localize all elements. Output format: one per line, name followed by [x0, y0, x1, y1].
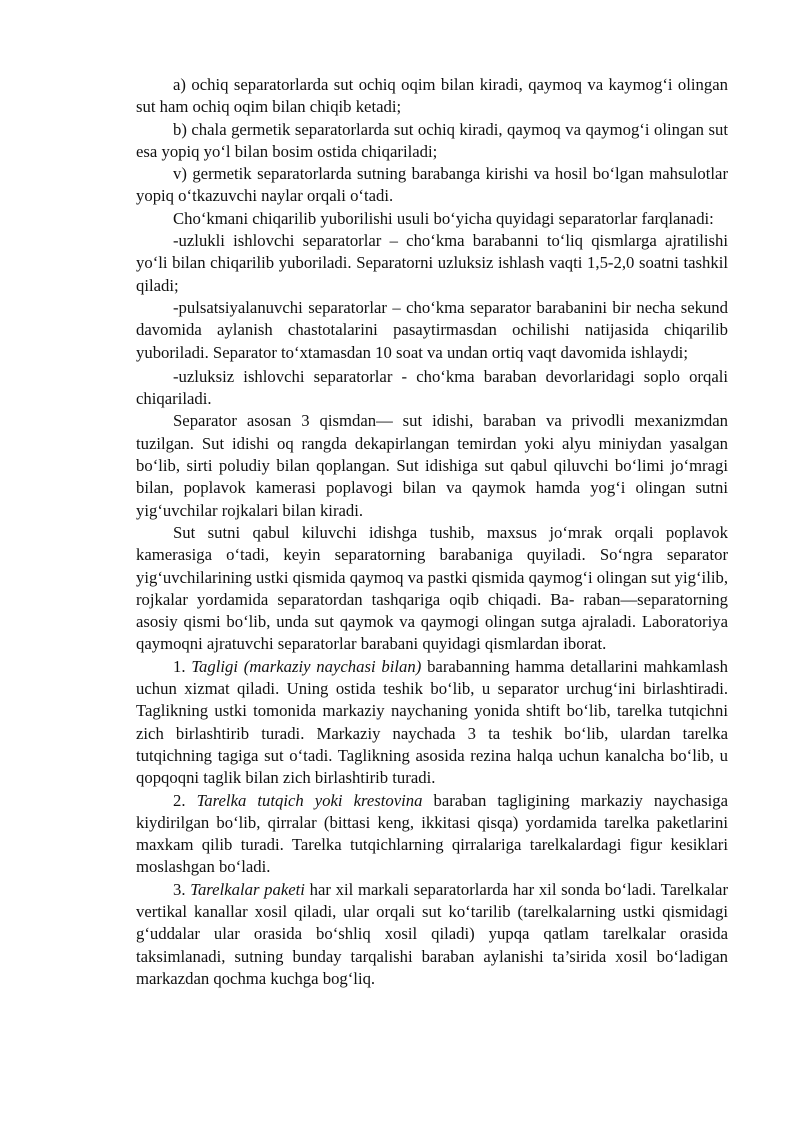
paragraph-milk-flow: Sut sutni qabul kiluvchi idishga tushib, maxsus jo‘mrak orqali poplavok kamerasiga o‘tadi, keyin separatorning barabaniga quyiladi. So‘ngra separator yig‘uvchilarining ustki qismida qaymoq va pastki qismida qaymog‘i olingan sut yig‘ilib, rojkalar yordamida separatordan tashqariga oqib chiqadi. Ba- raban—separatorning asosiy qismi bo‘lib, unda sut qaymok va qaymogi olingan sutga ajraladi. Laboratoriya qaymoqni ajratuvchi separatorlar barabani quyidagi qismlardan iborat.: [136, 522, 728, 654]
item-text: baraban tagligining markaziy naychasiga kiydirilgan bo‘lib, qirralar (bittasi keng, ikkitasi qisqa) yordamida tarelka paketlarini maxkam qilib turadi. Tarelka tutqichlarning qirralariga tarelkalardagi figur kesiklari moslashgan bo‘ladi.: [136, 790, 728, 877]
paragraph-open-separators: a) ochiq separatorlarda sut ochiq oqim bilan kiradi, qaymoq va kaymog‘i olingan sut ham ochiq oqim bilan chiqib ketadi;: [136, 75, 728, 117]
paragraph-continuous-separators: -uzluksiz ishlovchi separatorlar - cho‘kma baraban devorlaridagi soplo orqali chiqariladi.: [136, 366, 728, 409]
document-page: [136, 74, 728, 990]
item-number: 1.: [173, 656, 186, 676]
paragraph-batch-separators: -uzlukli ishlovchi separatorlar – cho‘kma barabanni to‘liq qismlarga ajratilishi yo‘li bilan chiqarilib yuboriladi. Separatorni uzluksiz ishlash vaqti 1,5-2,0 soatni tashkil qiladi;: [136, 231, 728, 295]
paragraph-pulsating-separators: -pulsatsiyalanuvchi separatorlar – cho‘kma separator barabanini bir necha sekund davomida aylanish chastotalarini pasaytirmasdan ochilishi natijasida chiqarilib yuboriladi. Separator to‘xtamasdan 10 soat va undan ortiq vaqt davomida ishlaydi;: [136, 297, 728, 362]
item-term: Tagligi (markaziy naychasi bilan): [191, 656, 422, 676]
item-text: barabanning hamma detallarini mahkamlash uchun xizmat qiladi. Uning ostida teshik bo‘lib, u separator urchug‘ini birlashtiradi. Taglikning ustki tomonida markaziy naychaning yonida shtift bo‘lib, tarelka tutqichni zich birlashtirib turadi. Markaziy naychada 3 ta teshik bo‘lib, ulardan tarelka tutqichning tagiga sut o‘tadi. Taglikning asosida rezina halqa uchun kanalcha bo‘lib, u qopqoqni taglik bilan zich birlashtirib turadi.: [136, 656, 729, 788]
paragraph-item-1: [136, 656, 728, 790]
paragraph-separator-parts: Separator asosan 3 qismdan— sut idishi, baraban va privodli mexanizmdan tuzilgan. Sut idishi oq rangda dekapirlangan temirdan yoki alyu miniydan yasalgan bo‘lib, sirti poludiy bilan qoplangan. Sut idishiga sut qabul qiluvchi bo‘limi jo‘mragi bilan, poplavok kamerasi poplavogi bilan va qaymok hamda yog‘i olingan sutni yig‘uvchilar rojkalari bilan kiradi.: [136, 411, 728, 520]
item-term: Tarelka tutqich yoki krestovina: [196, 790, 423, 810]
paragraph-semi-hermetic-separators: b) chala germetik separatorlarda sut ochiq kiradi, qaymoq va qaymog‘i olingan sut esa yopiq yo‘l bilan bosim ostida chiqariladi;: [136, 119, 728, 161]
paragraph-item-2: [136, 790, 728, 879]
item-number: 2.: [173, 790, 186, 810]
paragraph-item-3: [136, 879, 728, 990]
item-number: 3.: [173, 879, 186, 899]
paragraph-hermetic-separators: v) germetik separatorlarda sutning barabanga kirishi va hosil bo‘lgan mahsulotlar yopiq o‘tkazuvchi naylar orqali o‘tadi.: [136, 164, 728, 206]
item-term: Tarelkalar paketi: [190, 879, 305, 899]
item-text: har xil markali separatorlarda har xil sonda bo‘ladi. Tarelkalar vertikal kanallar xosil qiladi, ular orqali sut ko‘tarilib (tarelkalarning ustki qismidagi g‘uddalar ular orasida bo‘shliq xosil qiladi) yupqa qatlam tarelkalar orasida taksimlanadi, sutning bunday tarqalishi baraban aylanishi ta’sirida xosil bo‘ladigan markazdan qochma kuchga bog‘liq.: [136, 879, 729, 988]
paragraph-sediment-removal: Cho‘kmani chiqarilib yuborilishi usuli bo‘yicha quyidagi separatorlar farqlanadi:: [173, 208, 714, 228]
